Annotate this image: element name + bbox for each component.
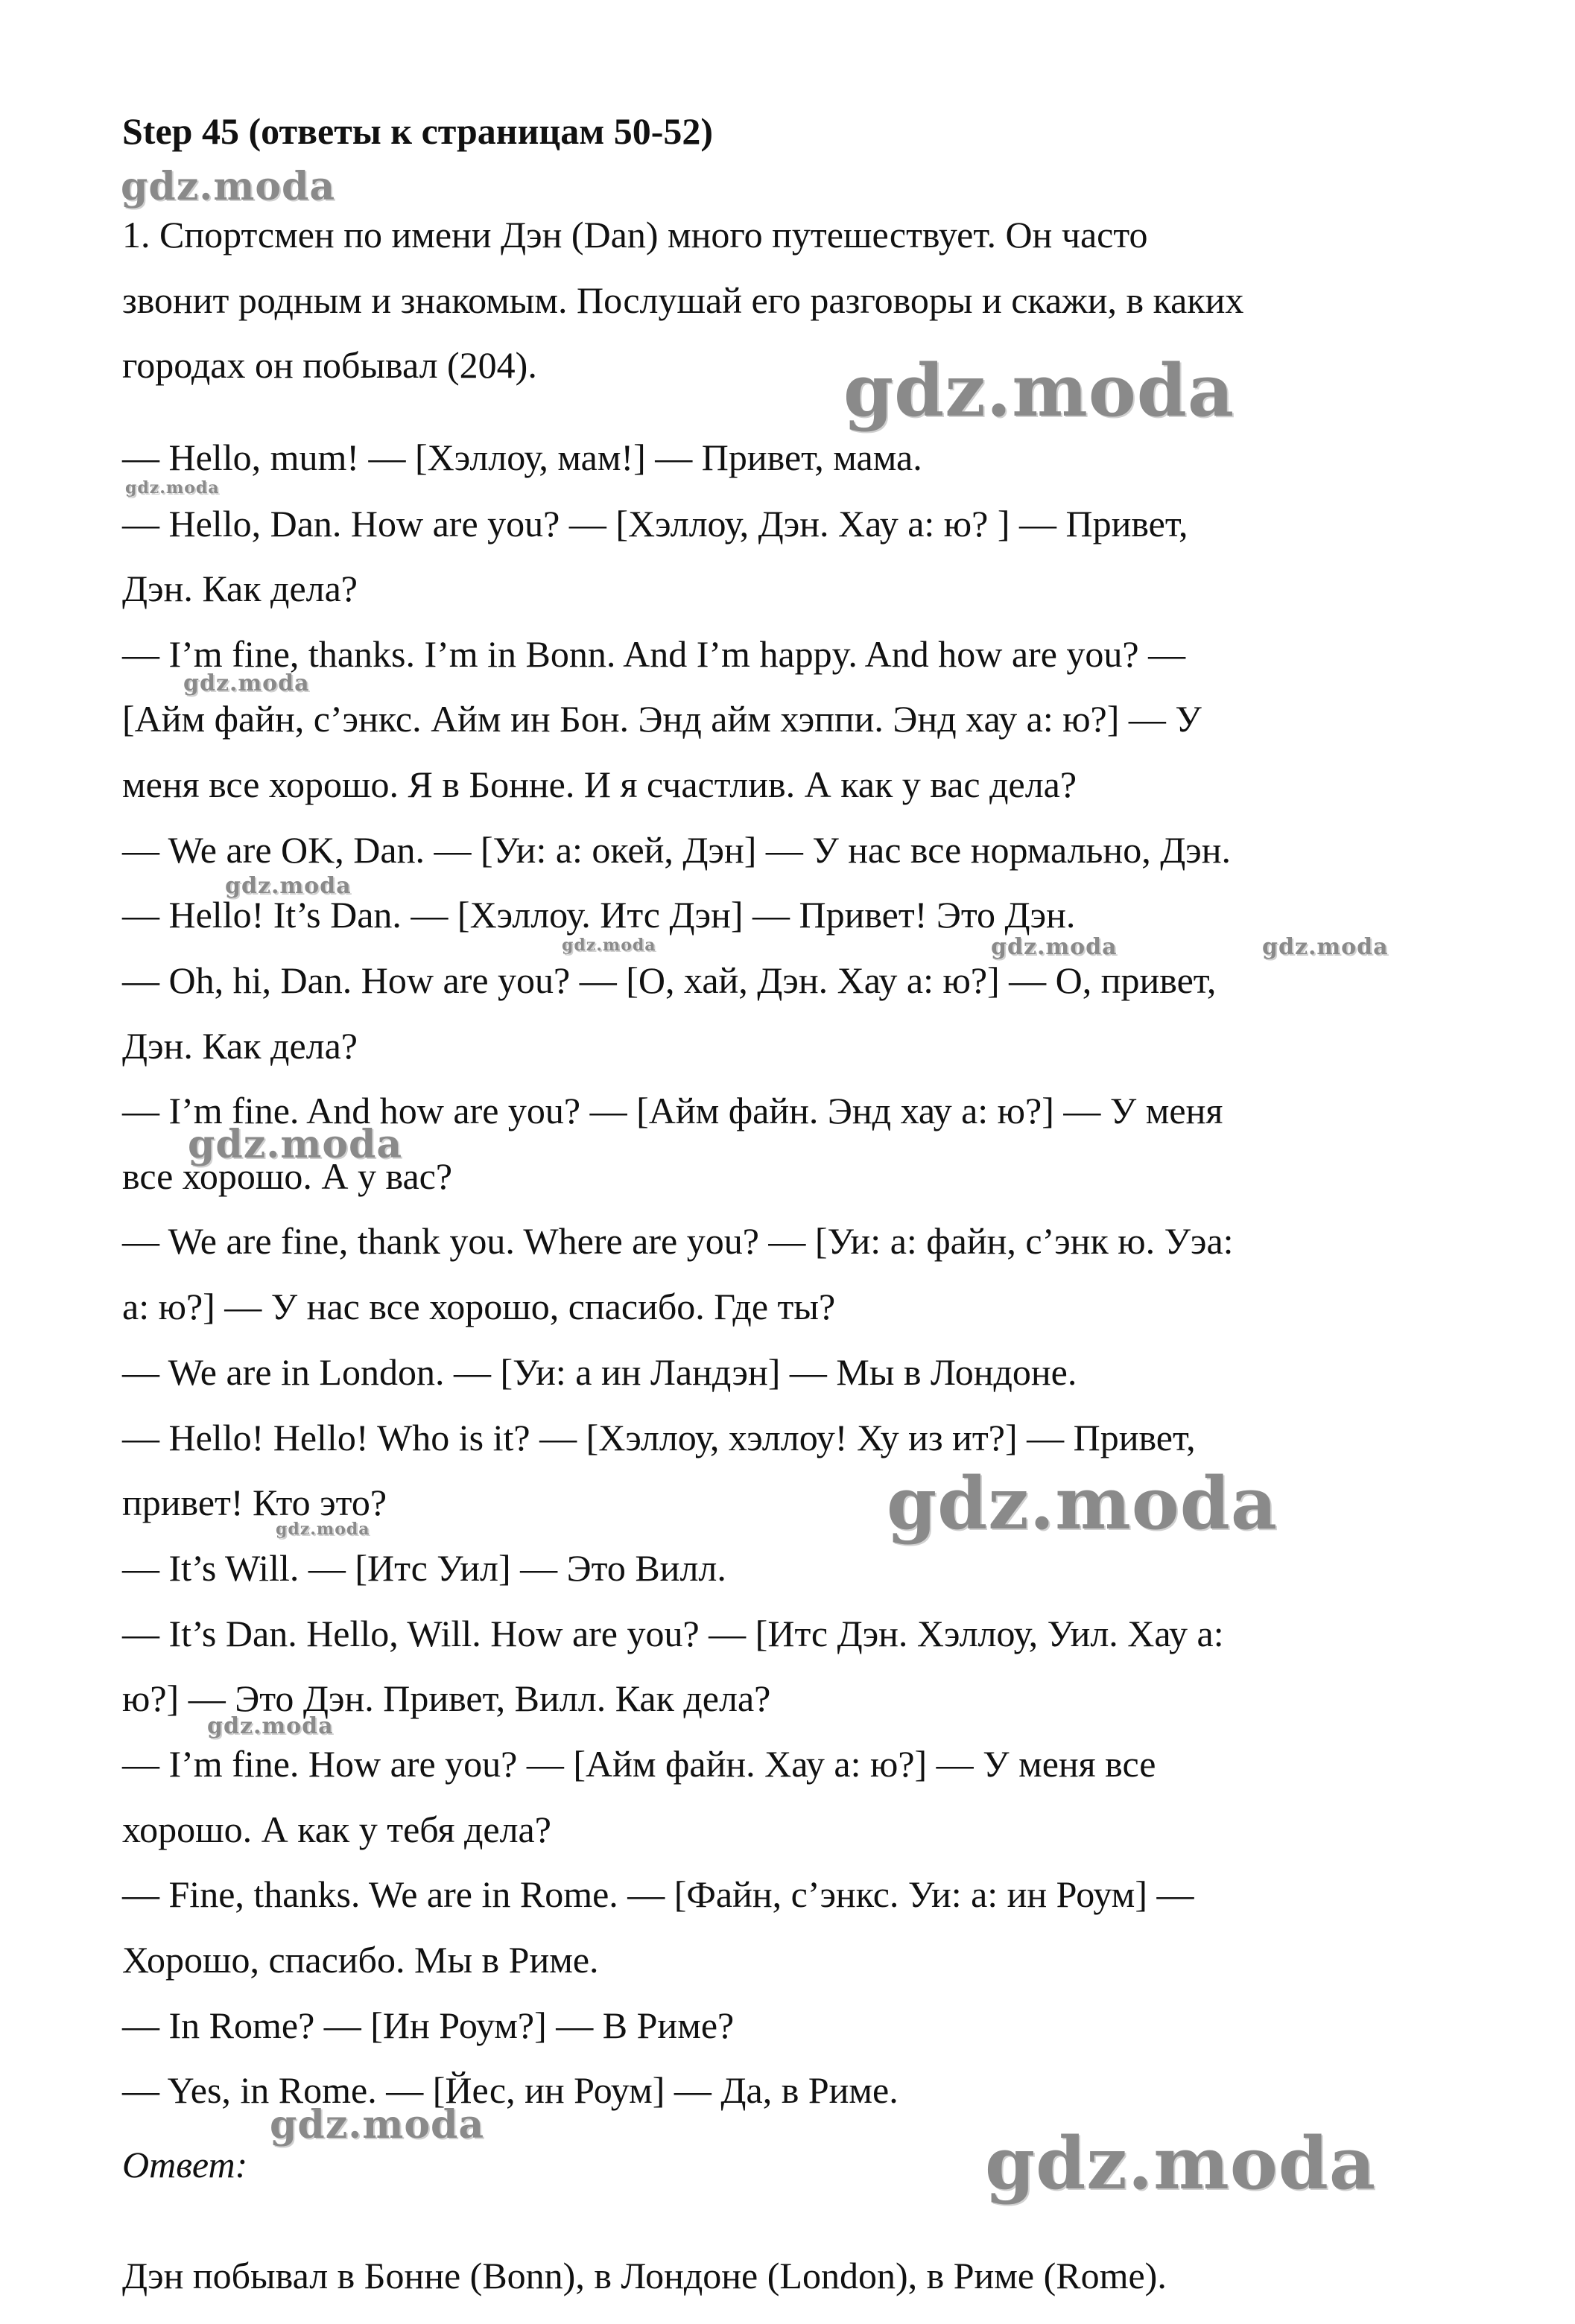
watermark: gdz.moda — [887, 1461, 1278, 1546]
task-line: звонит родным и знакомым. Послушай его разговоры и скажи, в каких — [122, 279, 1244, 321]
watermark: gdz.moda — [1262, 934, 1389, 960]
task-line: городах он побывал (204). — [122, 344, 537, 386]
watermark: gdz.moda — [562, 936, 656, 955]
dialogue-line: — We are OK, Dan. — [Уи: а: окей, Дэн] — У нас все нормально, Дэн. — [122, 829, 1232, 871]
dialogue-line: — Hello, Dan. How are you? — [Хэллоу, Дэн. Хау а: ю? ] — Привет, — [122, 503, 1188, 545]
dialogue-line: — I’m fine. How are you? — [Айм файн. Хау а: ю?] — У меня все — [122, 1743, 1156, 1785]
dialogue-line: Хорошо, спасибо. Мы в Риме. — [122, 1939, 599, 1981]
page-heading: Step 45 (ответы к страницам 50-52) — [122, 110, 714, 152]
dialogue-line: [Айм файн, с’энкс. Айм ин Бон. Энд айм хэппи. Энд хау а: ю?] — У — [122, 698, 1202, 740]
watermark: gdz.moda — [985, 2121, 1377, 2206]
dialogue-line: меня все хорошо. Я в Бонне. И я счастлив. А как у вас дела? — [122, 763, 1077, 805]
dialogue-line: — We are fine, thank you. Where are you? — [Уи: а: файн, с’энк ю. Уэа: — [122, 1220, 1234, 1262]
dialogue-line: хорошо. А как у тебя дела? — [122, 1809, 551, 1850]
dialogue-line: — Hello, mum! — [Хэллоу, мам!] — Привет, мама. — [122, 436, 922, 478]
dialogue-line: — I’m fine. And how are you? — [Айм файн. Энд хау а: ю?] — У меня — [122, 1090, 1223, 1131]
dialogue-line: привет! Кто это? — [122, 1482, 387, 1523]
watermark: gdz.moda — [225, 873, 352, 899]
dialogue-line: а: ю?] — У нас все хорошо, спасибо. Где ты? — [122, 1286, 836, 1327]
watermark: gdz.moda — [270, 2102, 485, 2147]
dialogue-line: — Hello! Hello! Who is it? — [Хэллоу, хэллоу! Ху из ит?] — Привет, — [122, 1417, 1196, 1458]
watermark: gdz.moda — [207, 1713, 334, 1739]
dialogue-line: — We are in London. — [Уи: а ин Ландэн] — Мы в Лондоне. — [122, 1351, 1077, 1393]
dialogue-line: все хорошо. А у вас? — [122, 1155, 453, 1197]
dialogue-line: — Fine, thanks. We are in Rome. — [Файн, с’энкс. Уи: а: ин Роум] — — [122, 1873, 1194, 1915]
dialogue-line: — It’s Dan. Hello, Will. How are you? — [Итс Дэн. Хэллоу, Уил. Хау а: — [122, 1613, 1224, 1654]
dialogue-line: — It’s Will. — [Итс Уил] — Это Вилл. — [122, 1547, 726, 1589]
dialogue-line: — Hello! It’s Dan. — [Хэллоу. Итс Дэн] — Привет! Это Дэн. — [122, 894, 1076, 936]
dialogue-line: Дэн. Как дела? — [122, 568, 358, 609]
watermark: gdz.moda — [843, 349, 1235, 433]
dialogue-line: ю?] — Это Дэн. Привет, Вилл. Как дела? — [122, 1677, 771, 1719]
answer-label: Ответ: — [122, 2144, 248, 2185]
watermark: gdz.moda — [276, 1520, 370, 1539]
dialogue-line: Дэн. Как дела? — [122, 1025, 358, 1067]
watermark: gdz.moda — [188, 1122, 403, 1167]
watermark: gdz.moda — [183, 670, 310, 696]
dialogue-line: — In Rome? — [Ин Роум?] — В Риме? — [122, 2004, 735, 2046]
dialogue-line: — Oh, hi, Dan. How are you? — [О, хай, Дэн. Хау а: ю?] — О, привет, — [122, 959, 1217, 1001]
watermark: gdz.moda — [991, 934, 1118, 960]
dialogue-line: — Yes, in Rome. — [Йес, ин Роум] — Да, в Риме. — [122, 2069, 899, 2111]
answer-text: Дэн побывал в Бонне (Bonn), в Лондоне (London), в Риме (Rome). — [122, 2255, 1167, 2296]
dialogue-line: — I’m fine, thanks. I’m in Bonn. And I’m happy. And how are you? — — [122, 633, 1186, 675]
watermark: gdz.moda — [121, 164, 336, 209]
watermark: gdz.moda — [125, 478, 220, 498]
task-line: 1. Спортсмен по имени Дэн (Dan) много путешествует. Он часто — [122, 214, 1148, 255]
